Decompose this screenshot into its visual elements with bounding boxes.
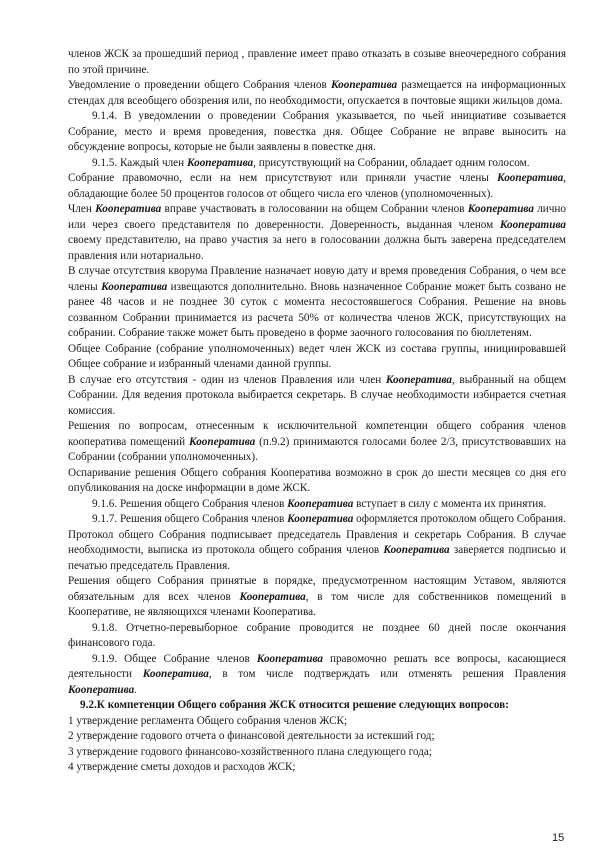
cooperative-term: Кооператива (287, 513, 354, 525)
text-segment: 9.1.6. Решения общего Собрания членов (92, 497, 288, 510)
text-segment: размещается на информационных стендах для всеобщего обозрения или, по необходимости, опускается в почтовые ящики жильцов дома. (68, 79, 566, 107)
paragraph (68, 342, 566, 373)
cooperative-term: Кооператива (497, 172, 564, 184)
paragraph (68, 78, 566, 109)
paragraph (68, 419, 566, 466)
paragraph (68, 745, 566, 761)
text-segment: 9.1.4. В уведомлении о проведении Собрания указывается, по чьей инициативе созывается Собрание, место и время проведения, повестка дня. Общее Собрание не вправе выносить на обсуждение вопросы, которые не были заявлены в повестке дня. (68, 110, 566, 153)
text-segment: 4 утверждение сметы доходов и расходов ЖСК; (68, 761, 296, 773)
cooperative-term: Кооператива (383, 544, 450, 556)
text-segment: , в том числе для собственников помещений в Кооперативе, не являющихся членами Кооператива. (68, 590, 566, 618)
paragraph (68, 714, 566, 730)
cooperative-term: Кооператива (239, 590, 306, 603)
text-segment: оформляется протоколом общего Собрания. Протокол общего Собрания подписывает председатель Правления и секретарь Собрания. В случае необходимости, выписка из протокола общего собрания членов (68, 513, 566, 556)
text-segment: , в том числе подтверждать или отменять решения Правления (208, 668, 566, 680)
cooperative-term: Кооператива (330, 79, 398, 91)
text-segment: извещаются дополнительно. Вновь назначенное Собрание может быть созвано не ранее 48 часов и не позднее 30 суток с момента несостоявшегося Собрания. Решение на вновь созванном Собрании принимается из расчета 50% от количества членов ЖСК, присутствующих на собрании. Собрание также может быть проведено в форме заочного голосования по бюллетеням. (68, 280, 566, 339)
text-segment: , обладающие более 50 процентов голосов от общего числа его членов (уполномоченных). (68, 172, 566, 200)
text-segment: . (134, 683, 137, 696)
cooperative-term: Кооператива (189, 435, 256, 448)
paragraph (68, 466, 566, 497)
cooperative-term: Кооператива (467, 203, 534, 215)
paragraph (68, 202, 566, 264)
text-segment: Уведомление о проведении общего Собрания членов (68, 79, 331, 91)
text-segment: Общее Собрание (собрание уполномоченных) ведет член ЖСК из состава группы, инициировавшей Общее собрание и избранный членами данной группы. (68, 342, 566, 370)
paragraph (68, 264, 566, 342)
paragraph (68, 621, 566, 652)
paragraph (68, 574, 566, 621)
cooperative-term: Кооператива (142, 668, 209, 680)
page-number: 15 (552, 832, 565, 844)
text-segment: своему представителю, на право участия за него в голосовании должна быть заверена председателем правления или нотариально. (68, 234, 566, 262)
cooperative-term: Кооператива (186, 156, 254, 169)
cooperative-term: Кооператива (287, 497, 354, 510)
paragraph (68, 652, 566, 699)
text-segment: Решения по вопросам, отнесенным к исключительной компетенции общего собрания членов кооператива помещений (68, 420, 566, 448)
text-segment: 9.2.К компетенции Общего собрания ЖСК относится решение следующих вопросов: (80, 699, 509, 711)
text-segment: лично или через своего представителя по доверенности. Доверенность, выданная членом (68, 203, 566, 231)
text-segment: Оспаривание решения Общего собрания Кооператива возможно в срок до шести месяцев со дня его опубликования на доске информации в доме ЖСК. (68, 466, 566, 494)
text-segment: Решения общего Собрания принятые в порядке, предусмотренном настоящим Уставом, являются обязательным для всех членов (68, 575, 566, 603)
text-segment: 9.1.9. Общее Собрание членов (92, 652, 257, 665)
cooperative-term: Кооператива (256, 652, 323, 665)
text-segment: 3 утверждение годового финансово-хозяйственного плана следующего года; (68, 745, 432, 758)
text-segment: , присутствующий на Собрании, обладает одним голосом. (253, 156, 530, 169)
text-segment: вправе участвовать в голосовании на общем Собрании членов (161, 203, 468, 215)
text-segment: Собрание правомочно, если на нем присутствуют или приняли участие члены (68, 172, 498, 184)
text-segment: правомочно решать все вопросы, касающиеся деятельности (68, 652, 566, 680)
text-segment: , выбранный на общем Собрании. Для ведения протокола выбирается секретарь. В случае необходимости избирается счетная комиссия. (68, 373, 566, 417)
paragraph (68, 156, 566, 172)
paragraph (68, 729, 566, 745)
cooperative-term: Кооператива (499, 218, 566, 231)
text-segment: В случае отсутствия кворума Правление назначает новую дату и время проведения Собрания, о чем все члены (68, 265, 566, 293)
cooperative-term: Кооператива (95, 203, 162, 215)
paragraph (68, 171, 566, 202)
text-segment: заверяется подписью и печатью председатель Правления. (68, 544, 567, 572)
text-segment: 2 утверждение годового отчета о финансовой деятельности за истекший год; (68, 730, 435, 742)
cooperative-term: Кооператива (68, 683, 135, 696)
cooperative-term: Кооператива (385, 373, 453, 386)
text-segment: членов ЖСК за прошедший период , правление имеет право отказать в созыве внеочередного собрания по этой причине. (68, 48, 566, 76)
text-segment: вступает в силу с момента их принятия. (353, 497, 547, 510)
text-segment: Член (68, 203, 96, 215)
section-heading (68, 698, 566, 714)
text-segment: 9.1.8. Отчетно-перевыборное собрание проводится не позднее 60 дней после окончания финансового года. (68, 621, 566, 649)
paragraph (68, 109, 566, 156)
paragraph (68, 373, 566, 420)
paragraph (68, 47, 566, 78)
text-segment: 9.1.5. Каждый член (92, 156, 187, 169)
text-segment: В случае его отсутствия - один из членов Правления или член (68, 373, 386, 386)
text-segment: 1 утверждение регламента Общего собрания членов ЖСК; (68, 714, 348, 727)
paragraph (68, 497, 566, 513)
cooperative-term: Кооператива (101, 280, 168, 293)
paragraph (68, 760, 566, 776)
paragraph (68, 512, 566, 574)
document-body (68, 47, 566, 776)
text-segment: 9.1.7. Решения общего Собрания членов (92, 513, 288, 525)
text-segment: (п.9.2) принимаются голосами более 2/3, присутствовавших на Собрании (собрании уполномоченных). (68, 435, 566, 463)
